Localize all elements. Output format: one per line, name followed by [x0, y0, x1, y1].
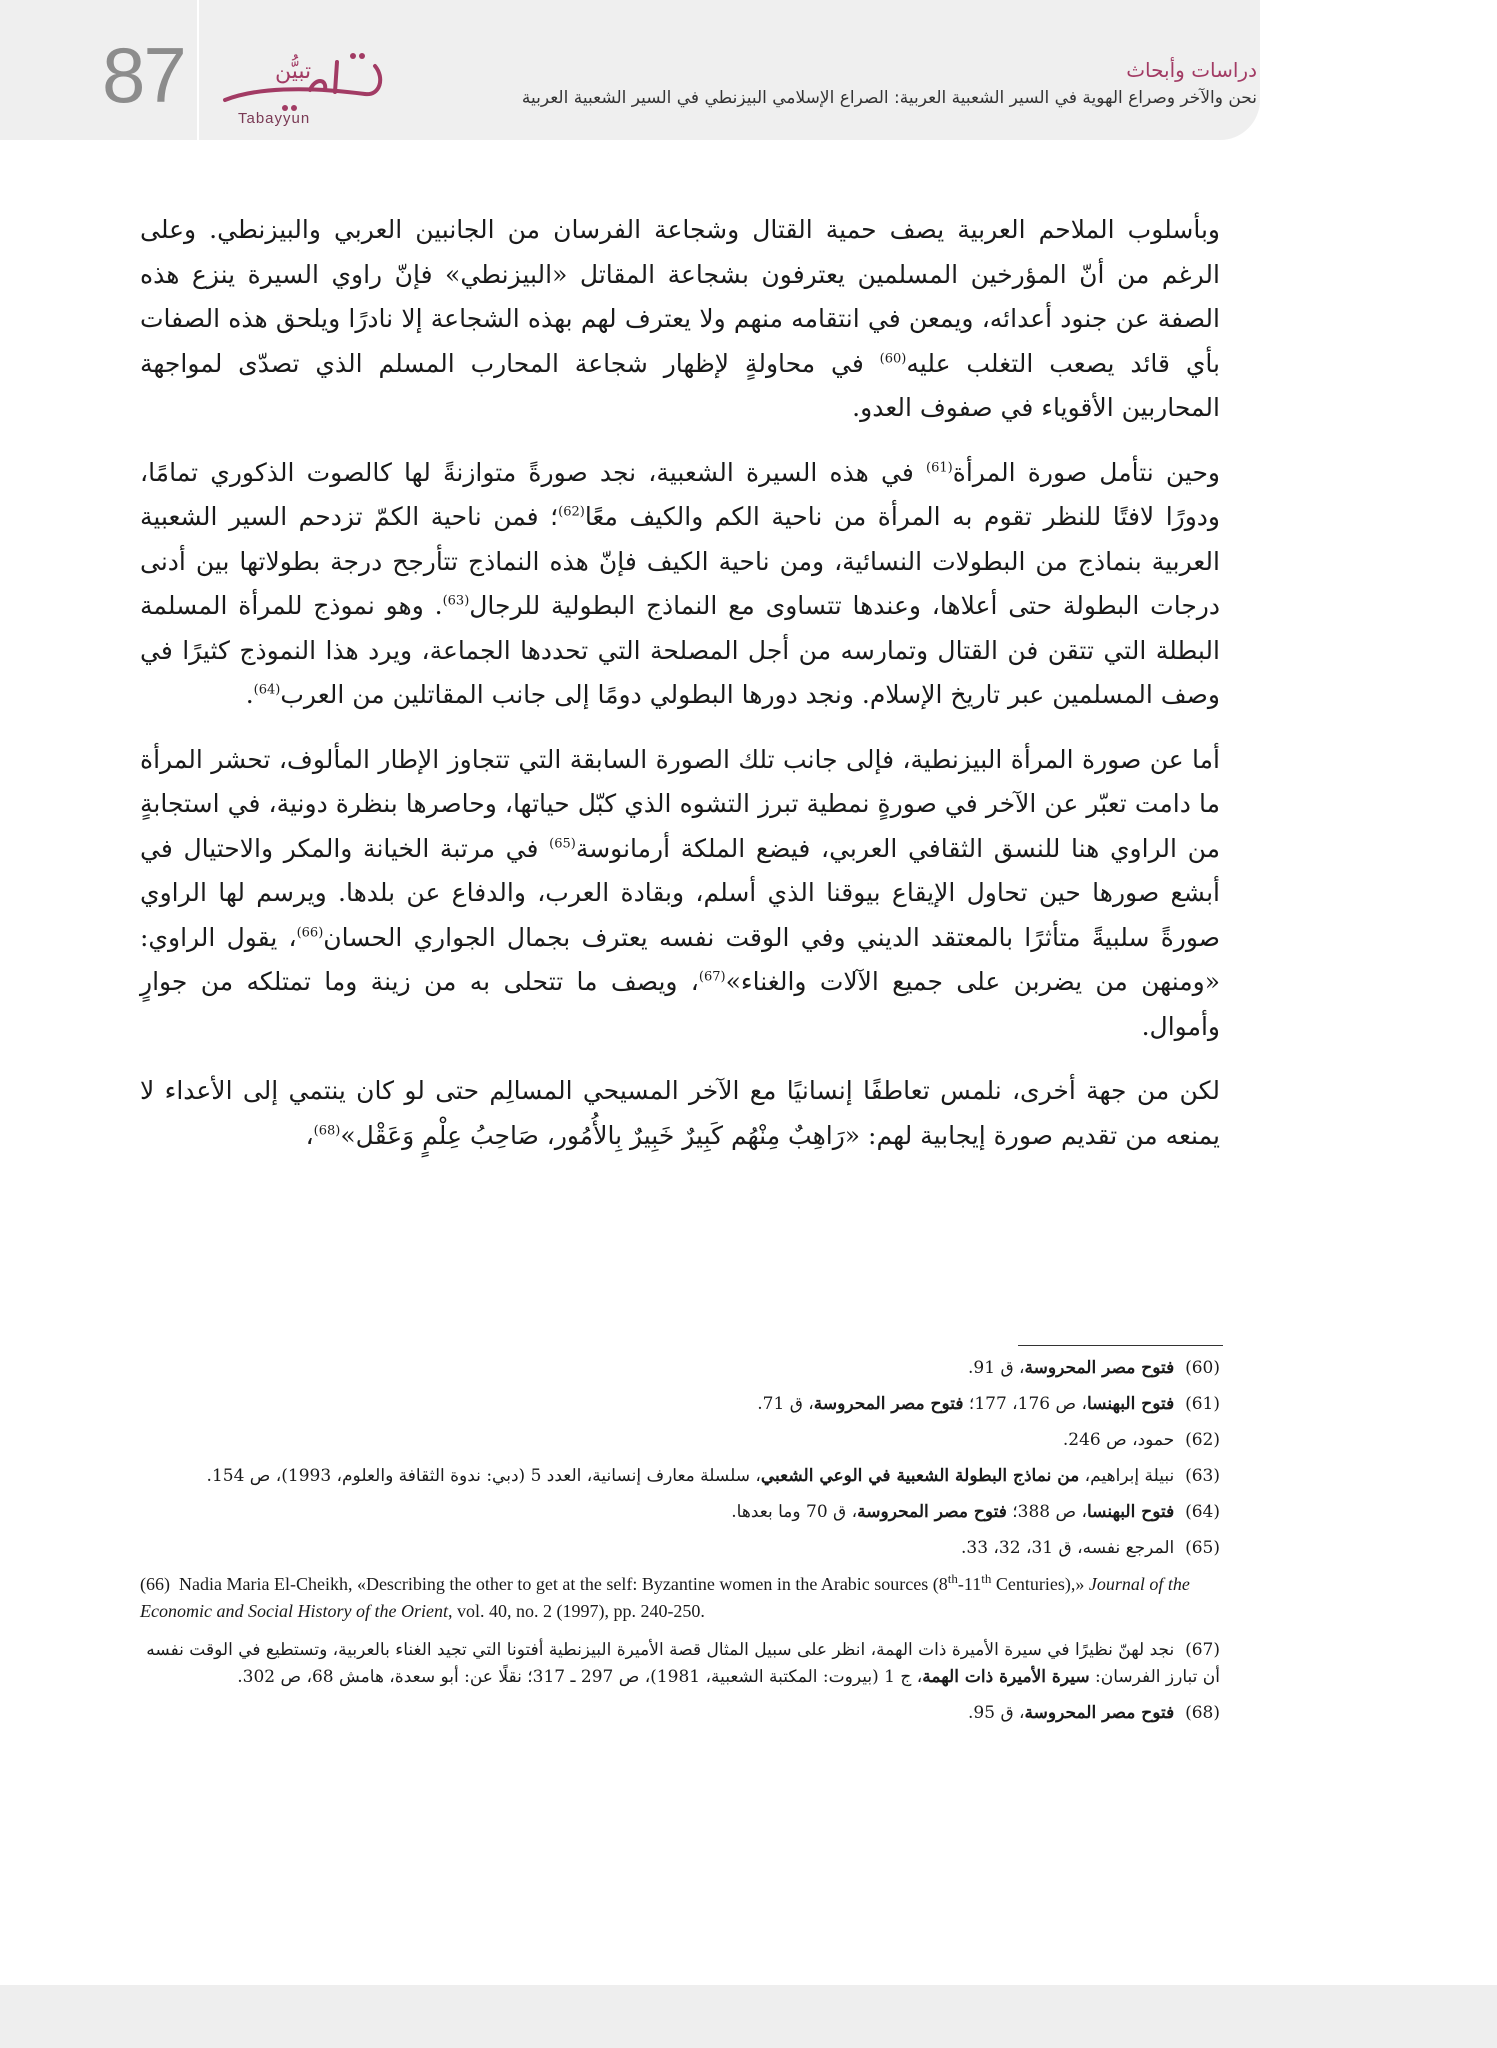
paragraph-1: وبأسلوب الملاحم العربية يصف حمية القتال وشجاعة الفرسان من الجانبين العربي والبيزنطي. وعلى الرغم من أنّ المؤرخين المسلمين يعترفون بشجاعة المقاتل «البيزنطي» فإنّ راوي السيرة ينزع هذه الصفة عن جنود أعدائه، ويمعن في انتقامه منهم ولا يعترف لهم بهذه الشجاعة إلا نادرًا ويلحق هذه الصفات بأي قائد يصعب التغلب عليه$^{(60)}$ في محاولةٍ لإظهار شجاعة المحارب المسلم الذي تصدّى لمواجهة المحاربين الأقوياء في صفوف العدو.: [140, 215, 1220, 422]
paragraph-3: أما عن صورة المرأة البيزنطية، فإلى جانب تلك الصورة السابقة التي تتجاوز الإطار المألوف، تحشر المرأة ما دامت تعبّر عن الآخر في صورةٍ نمطية تبرز التشوه الذي كبّل حياتها، وحاصرها بنظرة دونية، في استجابةٍ من الراوي هنا للنسق الثقافي العربي، فيضع الملكة أرمانوسة$^{(65)}$ في مرتبة الخيانة والمكر والاحتيال في أبشع صورها حين تحاول الإيقاع بيوقنا الذي أسلم، وبقادة العرب، والدفاع عن بلدها. ويرسم لها الراوي صورةً سلبيةً متأثرًا بالمعتقد الديني وفي الوقت نفسه يعترف بجمال الجواري الحسان$^{(66)}$، يقول الراوي: «ومنهن من يضربن على جميع الآلات والغناء»$^{(67)}$، ويصف ما تتحلى به من زينة وما تمتلكه من جوارٍ وأموال.: [140, 744, 1221, 1041]
footnote-ref-62[interactable]: (62): [558, 504, 585, 520]
article-body: [140, 208, 1220, 1178]
page-number: 87: [102, 31, 185, 119]
footnote-ref-60[interactable]: (60): [879, 351, 907, 367]
footnote-ref-66[interactable]: (66): [296, 925, 324, 941]
running-title: نحن والآخر وصراع الهوية في السير الشعبية العربية: الصراع الإسلامي البيزنطي في السير الشعبية العربية: [521, 88, 1257, 108]
footnotes: [140, 1355, 1220, 1736]
logo-wordmark: تبيُّن: [275, 59, 312, 84]
section-label: دراسات وأبحاث: [1126, 58, 1257, 82]
footer-band: [0, 1985, 1497, 2048]
header-margin: [1260, 0, 1497, 140]
footnote-62: (62) حمود، ص 246.: [1062, 1430, 1220, 1450]
footnote-65: (65) المرجع نفسه، ق 31، 32، 33.: [960, 1538, 1220, 1558]
footnote-63: (63) نبيلة إبراهيم، من نماذج البطولة الشعبية في الوعي الشعبي، سلسلة معارف إنسانية، العدد 5 (دبي: ندوة الثقافة والعلوم، 1993)، ص 154.: [206, 1466, 1220, 1486]
footnote-ref-65[interactable]: (65): [549, 836, 576, 852]
footnote-67: (67) نجد لهنّ نظيرًا في سيرة الأميرة ذات الهمة، انظر على سبيل المثال قصة الأميرة البيزنطية أفتونا التي تجيد الغناء بالعربية، وتستطيع في الوقت نفسه أن تبارز الفرسان: سيرة الأميرة ذات الهمة، ج 1 (بيروت: المكتبة الشعبية، 1981)، ص 297 ـ 317؛ نقلًا عن: أبو سعدة، هامش 68، ص 302.: [146, 1640, 1220, 1687]
footnote-ref-61[interactable]: (61): [926, 460, 953, 476]
page-header: [0, 0, 1497, 140]
footnote-ref-64[interactable]: (64): [253, 682, 281, 698]
footnote-60: (60) فتوح مصر المحروسة، ق 91.: [968, 1358, 1220, 1378]
footnote-ref-67[interactable]: (67): [698, 969, 726, 985]
header-divider: [197, 0, 199, 140]
paragraph-4: لكن من جهة أخرى، نلمس تعاطفًا إنسانيًا مع الآخر المسيحي المسالِم حتى لو كان ينتمي إلى الأعداء لا يمنعه من تقديم صورة إيجابية لهم: «رَاهِبٌ مِنْهُم كَبِيرٌ خَبِيرٌ بِالأُمُور، صَاحِبُ عِلْمٍ وَعَقْل»$^{(68)}$،: [140, 1076, 1220, 1150]
paragraph-2: وحين نتأمل صورة المرأة$^{(61)}$ في هذه السيرة الشعبية، نجد صورةً متوازنةً لها كالصوت الذكوري تمامًا، ودورًا لافتًا للنظر تقوم به المرأة من ناحية الكم والكيف معًا$^{(62)}$؛ فمن ناحية الكمّ تزدحم السير الشعبية العربية بنماذج من البطولات النسائية، ومن ناحية الكيف فإنّ هذه النماذج تتأرجح درجة بطولاتها بين أدنى درجات البطولة حتى أعلاها، وعندها تتساوى مع النماذج البطولية للرجال$^{(63)}$. وهو نموذج للمرأة المسلمة البطلة التي تتقن فن القتال وتمارسه من أجل المصلحة التي تحددها الجماعة، ويرد هذا النموذج كثيرًا في وصف المسلمين عبر تاريخ الإسلام. ونجد دورها البطولي دومًا إلى جانب المقاتلين من العرب$^{(64)}$.: [140, 457, 1220, 709]
footnote-ref-63[interactable]: (63): [442, 593, 470, 609]
header-background: [0, 0, 1260, 140]
footnote-61: (61) فتوح البهنسا، ص 176، 177؛ فتوح مصر المحروسة، ق 71.: [757, 1394, 1220, 1414]
footnote-ref-68[interactable]: (68): [313, 1123, 341, 1139]
logo-subtitle: Tabayyun: [238, 110, 311, 127]
footnote-68: (68) فتوح مصر المحروسة، ق 95.: [968, 1703, 1220, 1723]
footnote-separator: [1018, 1345, 1223, 1346]
footnote-66: (66) Nadia Maria El-Cheikh, «Describing the other to get at the self: Byzantine women in the Arabic sources (8th-11th Centuries),» Journal of the Economic and Social History of the Orient, vol. 40, no. 2 (1997), pp. 240-250.: [140, 1571, 1190, 1621]
footnote-64: (64) فتوح البهنسا، ص 388؛ فتوح مصر المحروسة، ق 70 وما بعدها.: [731, 1502, 1220, 1522]
